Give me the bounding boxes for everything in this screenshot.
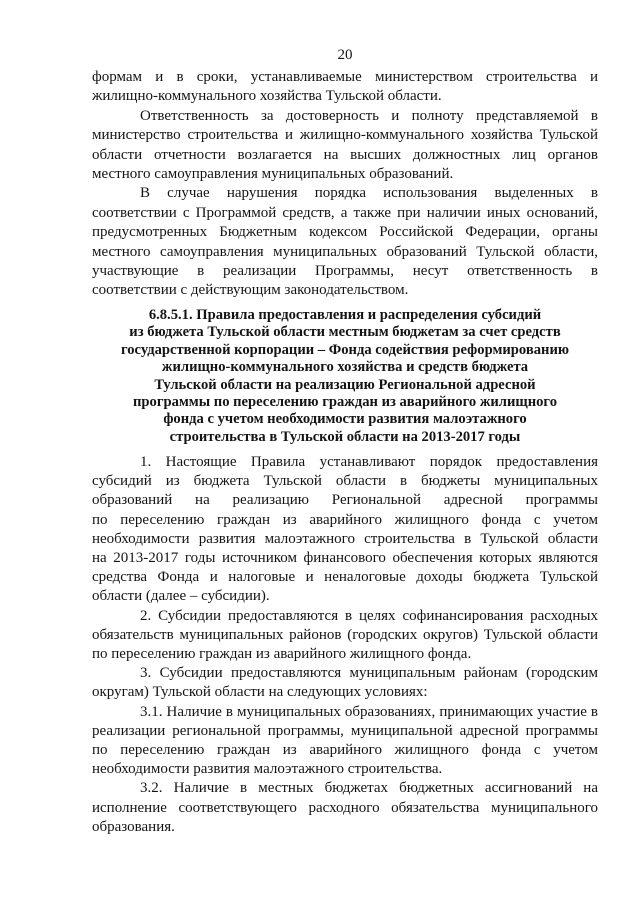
paragraph-line: жилищно-коммунального хозяйства Тульской области. — [92, 88, 442, 105]
paragraph-line: образования. — [92, 818, 175, 835]
heading-line: программы по переселению граждан из аварийного жилищного — [133, 394, 557, 411]
paragraph-line: необходимости развития малоэтажного строительства в Тульской области — [92, 530, 598, 547]
paragraph — [92, 68, 598, 107]
paragraph — [92, 703, 598, 780]
paragraph-line: средства Фонда и налоговые и неналоговые доходы бюджета Тульской — [92, 569, 598, 586]
paragraph-line: необходимости развития малоэтажного строительства. — [92, 761, 443, 778]
paragraph-line: округам) Тульской области на следующих условиях: — [92, 684, 428, 701]
paragraph-line: 1. Настоящие Правила устанавливают порядок предоставления — [140, 454, 598, 470]
paragraph — [92, 607, 598, 665]
heading-line: фонда с учетом необходимости развития малоэтажного — [163, 411, 527, 428]
paragraph-line: области (далее – субсидии). — [92, 588, 270, 605]
intro-text — [92, 68, 598, 301]
paragraph-line: 3.2. Наличие в местных бюджетах бюджетных ассигнований на — [140, 780, 598, 797]
paragraph-line: местного самоуправления муниципальных образований. — [92, 166, 454, 183]
paragraph-line: местного самоуправления муниципальных образований Тульской области, — [92, 243, 598, 260]
paragraph-line: образований на реализацию Региональной адресной программы — [92, 492, 598, 509]
paragraph-line: В случае нарушения порядка использования выделенных в — [140, 185, 598, 202]
heading-line: Тульской области на реализацию Региональной адресной — [154, 376, 536, 393]
heading-line: жилищно-коммунального хозяйства и средств бюджета — [161, 359, 529, 376]
paragraph-line: исполнение соответствующего расходного обязательства муниципального — [92, 799, 598, 816]
paragraph-line: по переселению граждан из аварийного жилищного фонда с учетом — [92, 511, 598, 528]
paragraph-line: министерство строительства и жилищно-коммунального хозяйства Тульской — [92, 127, 598, 144]
heading-line: из бюджета Тульской области местным бюджетам за счет средств — [129, 324, 561, 341]
paragraph-line: на 2013-2017 годы источником финансового обеспечения которых являются — [92, 550, 598, 567]
paragraph-line: формам и в сроки, устанавливаемые министерством строительства и — [92, 69, 598, 85]
paragraph — [92, 453, 598, 607]
section-heading — [92, 307, 598, 446]
heading-line: строительства в Тульской области на 2013-2017 годы — [169, 428, 521, 445]
paragraph-line: 2. Субсидии предоставляются в целях софинансирования расходных — [140, 607, 598, 624]
heading-line: государственной корпорации – Фонда содействия реформированию — [120, 341, 570, 358]
paragraph — [92, 664, 598, 702]
paragraph-line: обязательств муниципальных районов (городских округов) Тульской области — [92, 626, 598, 643]
heading-line: 6.8.5.1. Правила предоставления и распределения субсидий — [148, 307, 542, 323]
paragraph-line: соответствии с действующим законодательством. — [92, 282, 409, 299]
paragraph — [92, 107, 598, 185]
paragraph-line: субсидий из бюджета Тульской области в бюджеты муниципальных — [92, 473, 598, 490]
paragraph-line: Ответственность за достоверность и полноту представляемой в — [140, 107, 598, 124]
paragraph-line: соответствии с Программой средств, а также при наличии иных оснований, — [92, 204, 598, 221]
paragraph-line: по переселению граждан из аварийного жилищного фонда с учетом — [92, 742, 598, 759]
paragraph-line: области отчетности возлагается на высших должностных лиц органов — [92, 146, 598, 163]
paragraph-line: предусмотренных Бюджетным кодексом Российской Федерации, органы — [92, 224, 598, 241]
paragraph-line: 3.1. Наличие в муниципальных образованиях, принимающих участие в — [140, 703, 598, 720]
paragraph-line: по переселению граждан из аварийного жилищного фонда. — [92, 646, 472, 663]
paragraph-line: 3. Субсидии предоставляются муниципальным районам (городским — [140, 665, 598, 682]
paragraph — [92, 779, 598, 837]
page-number: 20 — [337, 47, 353, 63]
paragraph — [92, 184, 598, 300]
paragraph-line: реализации региональной программы, муниципальной адресной программы — [92, 722, 598, 739]
paragraph-line: участвующие в реализации Программы, несут ответственность в — [92, 263, 598, 280]
section-body — [92, 453, 598, 837]
